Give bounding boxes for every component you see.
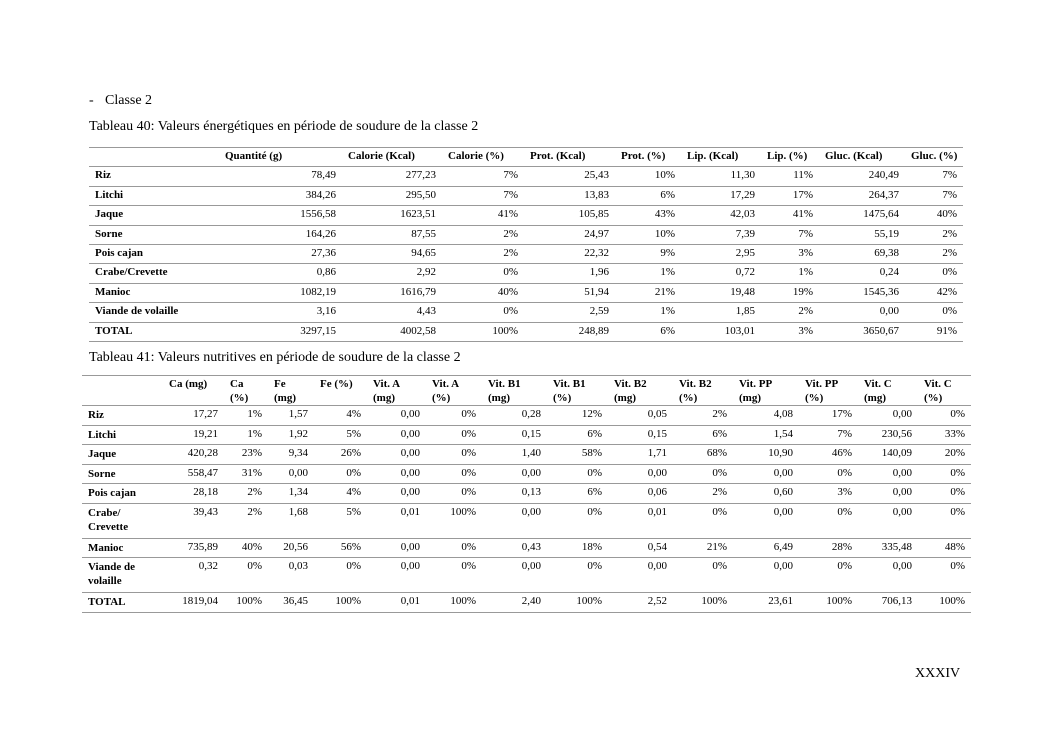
row-label: TOTAL	[82, 593, 163, 613]
column-header: Lip. (Kcal)	[687, 150, 739, 162]
table-cell: 2,92	[342, 264, 442, 283]
column-header: Vit. PP (%)	[805, 378, 838, 404]
table-cell: 0,00	[858, 484, 918, 504]
table-cell: 0%	[426, 464, 482, 484]
bullet-dash: -	[89, 93, 94, 108]
table-cell: 51,94	[524, 283, 615, 302]
table-cell: 19%	[761, 283, 819, 302]
table-row	[82, 593, 971, 613]
row-label: Crabe/ Crevette	[82, 503, 163, 538]
table-cell: 100%	[442, 322, 524, 341]
table-cell: 78,49	[219, 167, 342, 186]
table-cell: 335,48	[858, 538, 918, 558]
table-cell: 6,49	[733, 538, 799, 558]
table-cell: 1616,79	[342, 283, 442, 302]
table-cell: 9,34	[268, 445, 314, 465]
table-cell: 1%	[615, 303, 681, 322]
table-cell: 164,26	[219, 225, 342, 244]
table-cell: 68%	[673, 445, 733, 465]
table-cell: 28%	[799, 538, 858, 558]
table-row	[89, 322, 963, 341]
table-cell: 0%	[799, 464, 858, 484]
table-cell: 2%	[905, 225, 963, 244]
table-cell: 3650,67	[819, 322, 905, 341]
table-cell: 1545,36	[819, 283, 905, 302]
table-cell: 0%	[673, 503, 733, 538]
table-cell: 41%	[442, 206, 524, 225]
table-cell: 40%	[905, 206, 963, 225]
column-header: Vit. A (mg)	[373, 378, 400, 404]
table-cell: 69,38	[819, 244, 905, 263]
table-cell: 5%	[314, 503, 367, 538]
row-label: Pois cajan	[89, 244, 219, 263]
table-cell: 3,16	[219, 303, 342, 322]
column-header: Vit. C (%)	[924, 378, 952, 404]
table-cell: 1,92	[268, 425, 314, 445]
table-cell: 2,40	[482, 593, 547, 613]
table-cell: 4%	[314, 484, 367, 504]
table-cell: 0,00	[367, 425, 426, 445]
table-cell: 7%	[761, 225, 819, 244]
table-cell: 23%	[224, 445, 268, 465]
table-cell: 0%	[547, 558, 608, 593]
table-cell: 0,00	[858, 406, 918, 426]
table-cell: 0%	[426, 425, 482, 445]
table-cell: 7%	[905, 167, 963, 186]
table-cell: 4%	[314, 406, 367, 426]
table-cell: 295,50	[342, 186, 442, 205]
table-row	[82, 484, 971, 504]
table-cell: 0,54	[608, 538, 673, 558]
table-cell: 0%	[799, 558, 858, 593]
table-cell: 10,90	[733, 445, 799, 465]
table-cell: 0,00	[367, 464, 426, 484]
table-cell: 0,05	[608, 406, 673, 426]
table-cell: 248,89	[524, 322, 615, 341]
column-header: Vit. A (%)	[432, 378, 459, 404]
row-label: Jaque	[82, 445, 163, 465]
column-header: Vit. C (mg)	[864, 378, 892, 404]
column-header: Ca (mg)	[169, 378, 208, 390]
table-cell: 0,00	[482, 464, 547, 484]
table-cell: 0,60	[733, 484, 799, 504]
table-cell: 10%	[615, 167, 681, 186]
table-cell: 0,86	[219, 264, 342, 283]
table-cell: 1,54	[733, 425, 799, 445]
table-cell: 2,59	[524, 303, 615, 322]
table-cell: 39,43	[163, 503, 224, 538]
table-cell: 0,13	[482, 484, 547, 504]
table-cell: 10%	[615, 225, 681, 244]
table-cell: 2,95	[681, 244, 761, 263]
table-cell: 1,34	[268, 484, 314, 504]
table-cell: 87,55	[342, 225, 442, 244]
table-cell: 18%	[547, 538, 608, 558]
table-cell: 6%	[673, 425, 733, 445]
table-cell: 0,28	[482, 406, 547, 426]
table-cell: 1,85	[681, 303, 761, 322]
table-cell: 0,00	[367, 445, 426, 465]
row-label: Pois cajan	[82, 484, 163, 504]
table-cell: 42%	[905, 283, 963, 302]
table-row	[89, 186, 963, 205]
table-cell: 0%	[314, 464, 367, 484]
table-cell: 0,00	[482, 503, 547, 538]
table-cell: 7%	[799, 425, 858, 445]
table-cell: 36,45	[268, 593, 314, 613]
table41-caption: Tableau 41: Valeurs nutritives en période de soudure de la classe 2	[89, 350, 461, 365]
table-row	[82, 425, 971, 445]
energy-values-table	[89, 147, 963, 342]
column-header: Gluc. (Kcal)	[825, 150, 883, 162]
table-row	[89, 244, 963, 263]
table-cell: 100%	[673, 593, 733, 613]
table-row	[82, 406, 971, 426]
table-cell: 0%	[918, 484, 971, 504]
table-cell: 48%	[918, 538, 971, 558]
column-header: Fe (mg)	[274, 378, 296, 404]
table-cell: 0,00	[733, 464, 799, 484]
table-cell: 230,56	[858, 425, 918, 445]
table-cell: 0%	[426, 538, 482, 558]
table-cell: 0,00	[858, 464, 918, 484]
table-cell: 0%	[918, 558, 971, 593]
table-cell: 0,43	[482, 538, 547, 558]
table-cell: 0,00	[858, 503, 918, 538]
table-cell: 0,15	[608, 425, 673, 445]
table-row	[82, 503, 971, 538]
table-cell: 17%	[761, 186, 819, 205]
row-label: Viande de volaille	[89, 303, 219, 322]
table-cell: 0%	[314, 558, 367, 593]
table-cell: 46%	[799, 445, 858, 465]
table-cell: 0,01	[608, 503, 673, 538]
table-cell: 1082,19	[219, 283, 342, 302]
table-cell: 0%	[918, 503, 971, 538]
table-cell: 33%	[918, 425, 971, 445]
column-header: Quantité (g)	[225, 150, 283, 162]
table-cell: 420,28	[163, 445, 224, 465]
table-cell: 40%	[442, 283, 524, 302]
table-cell: 140,09	[858, 445, 918, 465]
table-cell: 4,43	[342, 303, 442, 322]
table-row	[89, 225, 963, 244]
table-cell: 1%	[224, 406, 268, 426]
header-corner	[89, 148, 219, 167]
table-cell: 1819,04	[163, 593, 224, 613]
table-cell: 12%	[547, 406, 608, 426]
table-cell: 100%	[224, 593, 268, 613]
table-row	[89, 167, 963, 186]
table-cell: 0,01	[367, 503, 426, 538]
table-cell: 100%	[918, 593, 971, 613]
table-cell: 0%	[442, 303, 524, 322]
table-cell: 55,19	[819, 225, 905, 244]
table-cell: 43%	[615, 206, 681, 225]
table-cell: 13,83	[524, 186, 615, 205]
table-cell: 24,97	[524, 225, 615, 244]
table-cell: 1%	[761, 264, 819, 283]
table-cell: 0,00	[367, 484, 426, 504]
table-cell: 0%	[426, 406, 482, 426]
table-cell: 40%	[224, 538, 268, 558]
table-cell: 2%	[761, 303, 819, 322]
table-cell: 0,00	[367, 406, 426, 426]
table-cell: 91%	[905, 322, 963, 341]
table-cell: 3%	[761, 244, 819, 263]
table-cell: 2%	[224, 484, 268, 504]
table-cell: 9%	[615, 244, 681, 263]
table-cell: 22,32	[524, 244, 615, 263]
column-header: Vit. PP (mg)	[739, 378, 772, 404]
table-cell: 0%	[547, 503, 608, 538]
row-label: Riz	[82, 406, 163, 426]
column-header: Vit. B2 (%)	[679, 378, 712, 404]
column-header: Vit. B1 (%)	[553, 378, 586, 404]
table-cell: 0%	[905, 264, 963, 283]
table-cell: 105,85	[524, 206, 615, 225]
table-cell: 6%	[615, 186, 681, 205]
table-cell: 0%	[673, 558, 733, 593]
table-cell: 7,39	[681, 225, 761, 244]
table-cell: 1%	[615, 264, 681, 283]
column-header: Ca (%)	[230, 378, 249, 404]
table-row	[89, 206, 963, 225]
table-cell: 0,00	[608, 464, 673, 484]
row-label: Litchi	[89, 186, 219, 205]
table-cell: 0,00	[733, 503, 799, 538]
table40-caption: Tableau 40: Valeurs énergétiques en période de soudure de la classe 2	[89, 119, 479, 134]
table-cell: 20%	[918, 445, 971, 465]
nutrient-values-table	[82, 375, 971, 613]
table-row	[82, 464, 971, 484]
table-cell: 6%	[547, 425, 608, 445]
page-number: XXXIV	[915, 666, 961, 681]
table-cell: 17%	[799, 406, 858, 426]
table-cell: 0%	[799, 503, 858, 538]
row-label: Sorne	[82, 464, 163, 484]
table-cell: 0,03	[268, 558, 314, 593]
table-cell: 277,23	[342, 167, 442, 186]
table-cell: 19,48	[681, 283, 761, 302]
row-label: Riz	[89, 167, 219, 186]
table-cell: 100%	[547, 593, 608, 613]
column-header: Prot. (%)	[621, 150, 666, 162]
row-label: Viande de volaille	[82, 558, 163, 593]
table-cell: 2,52	[608, 593, 673, 613]
table-cell: 0,00	[858, 558, 918, 593]
table-cell: 2%	[673, 406, 733, 426]
table-cell: 0,00	[482, 558, 547, 593]
column-header: Lip. (%)	[767, 150, 808, 162]
table-cell: 7%	[442, 167, 524, 186]
table-cell: 103,01	[681, 322, 761, 341]
table-row	[89, 264, 963, 283]
table-cell: 41%	[761, 206, 819, 225]
table-cell: 0,00	[268, 464, 314, 484]
table-cell: 4002,58	[342, 322, 442, 341]
table-cell: 1,57	[268, 406, 314, 426]
table-cell: 1556,58	[219, 206, 342, 225]
row-label: Litchi	[82, 425, 163, 445]
table-cell: 100%	[799, 593, 858, 613]
table-cell: 28,18	[163, 484, 224, 504]
table-cell: 58%	[547, 445, 608, 465]
table-cell: 23,61	[733, 593, 799, 613]
table-cell: 42,03	[681, 206, 761, 225]
row-label: Sorne	[89, 225, 219, 244]
table-cell: 2%	[442, 244, 524, 263]
table-cell: 0,00	[367, 558, 426, 593]
table-cell: 26%	[314, 445, 367, 465]
table-cell: 0,15	[482, 425, 547, 445]
table-cell: 100%	[426, 503, 482, 538]
row-label: Crabe/Crevette	[89, 264, 219, 283]
table-cell: 1,71	[608, 445, 673, 465]
table-cell: 0%	[547, 464, 608, 484]
table-cell: 3%	[761, 322, 819, 341]
table-cell: 3%	[799, 484, 858, 504]
table-cell: 1623,51	[342, 206, 442, 225]
column-header: Fe (%)	[320, 378, 353, 390]
column-header: Gluc. (%)	[911, 150, 958, 162]
table-cell: 7%	[905, 186, 963, 205]
table-cell: 21%	[673, 538, 733, 558]
table-cell: 11%	[761, 167, 819, 186]
table-cell: 0%	[918, 406, 971, 426]
table-cell: 4,08	[733, 406, 799, 426]
table-cell: 0,24	[819, 264, 905, 283]
table-cell: 0%	[905, 303, 963, 322]
table-row	[82, 538, 971, 558]
table-cell: 0,06	[608, 484, 673, 504]
table-row	[89, 283, 963, 302]
table-cell: 27,36	[219, 244, 342, 263]
table-cell: 706,13	[858, 593, 918, 613]
table-cell: 100%	[426, 593, 482, 613]
table-cell: 56%	[314, 538, 367, 558]
table-cell: 5%	[314, 425, 367, 445]
row-label: Manioc	[89, 283, 219, 302]
table-cell: 0,72	[681, 264, 761, 283]
table-cell: 0%	[426, 445, 482, 465]
table-row	[82, 558, 971, 593]
table-cell: 0,01	[367, 593, 426, 613]
table-cell: 2%	[442, 225, 524, 244]
table-cell: 21%	[615, 283, 681, 302]
table-cell: 2%	[224, 503, 268, 538]
table-cell: 20,56	[268, 538, 314, 558]
table-cell: 1,96	[524, 264, 615, 283]
table-cell: 94,65	[342, 244, 442, 263]
table-cell: 735,89	[163, 538, 224, 558]
table-cell: 384,26	[219, 186, 342, 205]
table-cell: 0,00	[733, 558, 799, 593]
table-cell: 6%	[615, 322, 681, 341]
row-label: TOTAL	[89, 322, 219, 341]
header-corner	[82, 376, 163, 406]
column-header: Prot. (Kcal)	[530, 150, 586, 162]
column-header: Vit. B1 (mg)	[488, 378, 521, 404]
table-cell: 1%	[224, 425, 268, 445]
table-cell: 31%	[224, 464, 268, 484]
table-cell: 2%	[673, 484, 733, 504]
table-cell: 25,43	[524, 167, 615, 186]
table-cell: 0%	[442, 264, 524, 283]
table-cell: 2%	[905, 244, 963, 263]
table-cell: 0%	[426, 558, 482, 593]
column-header: Vit. B2 (mg)	[614, 378, 647, 404]
column-header: Calorie (%)	[448, 150, 504, 162]
table-cell: 100%	[314, 593, 367, 613]
table-cell: 0%	[918, 464, 971, 484]
table-cell: 17,29	[681, 186, 761, 205]
table-cell: 11,30	[681, 167, 761, 186]
table-header-row	[89, 148, 963, 167]
table-cell: 3297,15	[219, 322, 342, 341]
table-cell: 1475,64	[819, 206, 905, 225]
table-cell: 1,68	[268, 503, 314, 538]
table-cell: 0,00	[367, 538, 426, 558]
table-cell: 7%	[442, 186, 524, 205]
table-cell: 17,27	[163, 406, 224, 426]
table-cell: 19,21	[163, 425, 224, 445]
table-cell: 0%	[673, 464, 733, 484]
table-cell: 1,40	[482, 445, 547, 465]
row-label: Manioc	[82, 538, 163, 558]
table-cell: 0%	[426, 484, 482, 504]
table-cell: 0,00	[608, 558, 673, 593]
table-cell: 264,37	[819, 186, 905, 205]
table-cell: 0,00	[819, 303, 905, 322]
table-cell: 0,32	[163, 558, 224, 593]
section-heading	[89, 93, 152, 109]
table-cell: 558,47	[163, 464, 224, 484]
table-cell: 0%	[224, 558, 268, 593]
column-header: Calorie (Kcal)	[348, 150, 415, 162]
table-cell: 6%	[547, 484, 608, 504]
table-header-row	[82, 376, 971, 406]
row-label: Jaque	[89, 206, 219, 225]
table-cell: 240,49	[819, 167, 905, 186]
table-row	[82, 445, 971, 465]
table-row	[89, 303, 963, 322]
section-label: Classe 2	[105, 93, 153, 108]
